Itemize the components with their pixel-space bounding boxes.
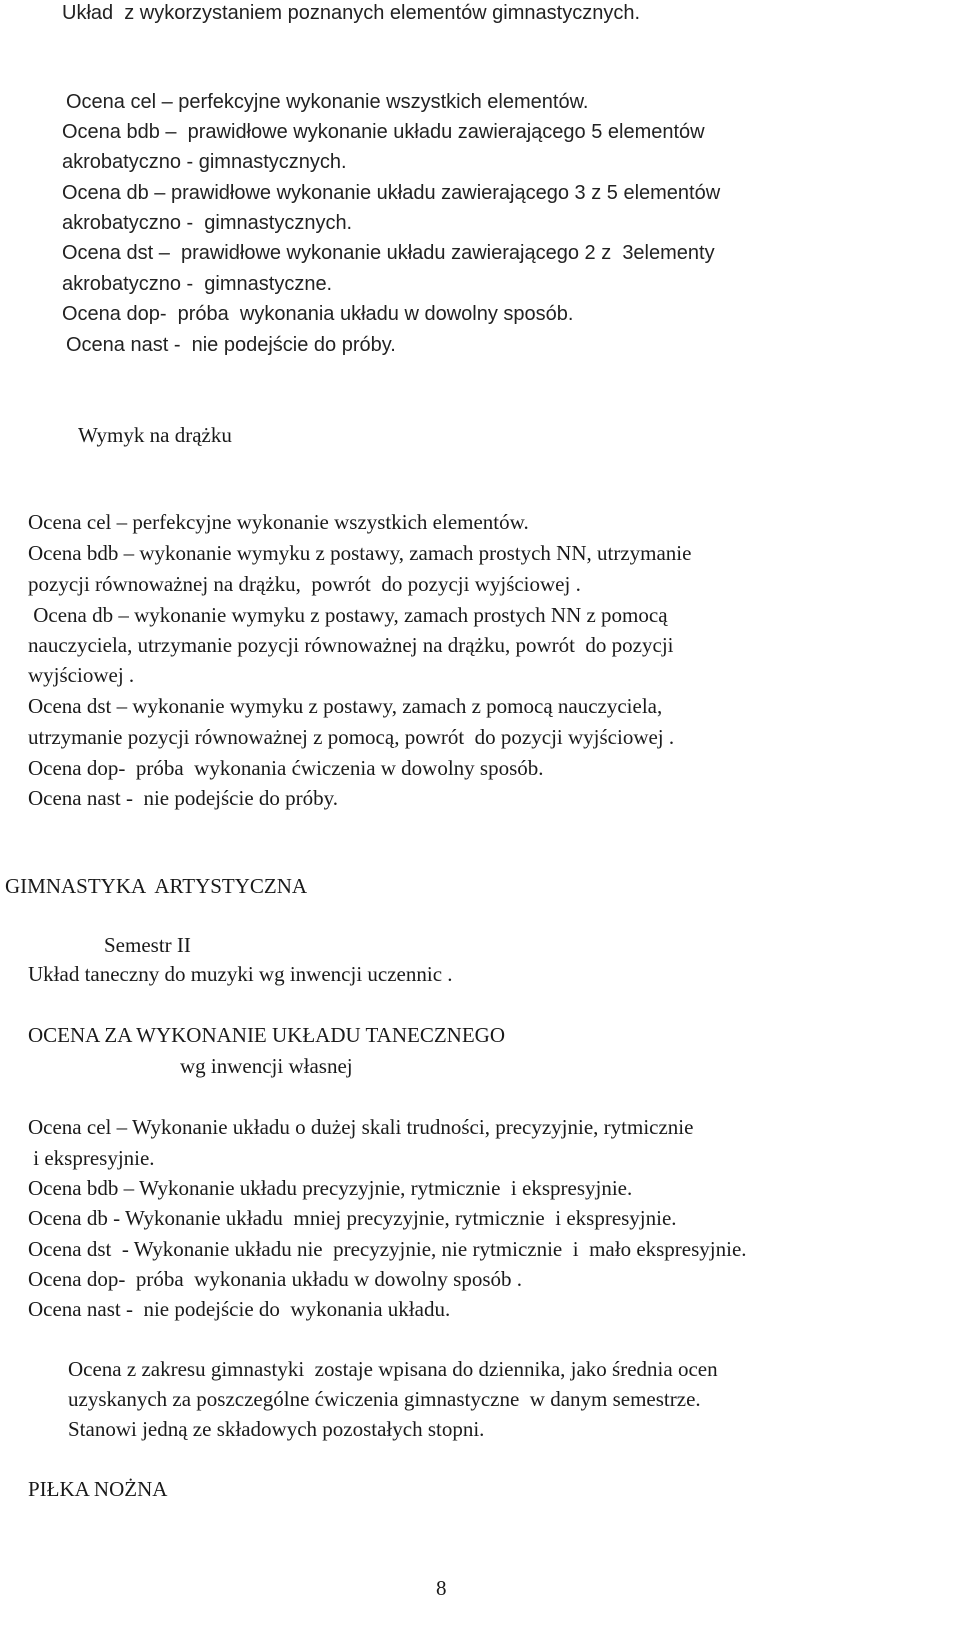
grade-line: Ocena cel – Wykonanie układu o dużej skali trudności, precyzyjnie, rytmicznie [28,1115,694,1139]
grade-line: akrobatyczno - gimnastycznych. [62,151,347,173]
section-title: Wymyk na drążku [78,423,232,447]
grade-line: Ocena dst - Wykonanie układu nie precyzyjnie, nie rytmicznie i mało ekspresyjnie. [28,1237,747,1261]
grade-line: Ocena nast - nie podejście do próby. [66,334,396,356]
section-heading: GIMNASTYKA ARTYSTYCZNA [5,874,308,898]
grade-line: Ocena dop- próba wykonania ćwiczenia w dowolny sposób. [28,756,544,780]
summary-line: Ocena z zakresu gimnastyki zostaje wpisana do dziennika, jako średnia ocen [68,1357,718,1381]
semester-label: Semestr II [104,933,191,957]
grading-title: OCENA ZA WYKONANIE UKŁADU TANECZNEGO [28,1023,506,1047]
grade-line: Ocena dst – prawidłowe wykonanie układu zawierającego 2 z 3elementy [62,242,715,264]
exercise-intro: Układ z wykorzystaniem poznanych elementów gimnastycznych. [62,2,641,24]
grade-line: Ocena cel – perfekcyjne wykonanie wszystkich elementów. [66,91,589,113]
section-heading: PIŁKA NOŻNA [28,1477,168,1501]
grade-line: Ocena dop- próba wykonania układu w dowolny sposób. [62,303,574,325]
grade-line: Ocena db – wykonanie wymyku z postawy, zamach prostych NN z pomocą [28,603,668,627]
grade-line: Ocena db – prawidłowe wykonanie układu zawierającego 3 z 5 elementów [62,182,721,204]
grade-line: Ocena dop- próba wykonania układu w dowolny sposób . [28,1267,522,1291]
summary-line: uzyskanych za poszczególne ćwiczenia gimnastyczne w danym semestrze. [68,1387,701,1411]
grade-line: utrzymanie pozycji równoważnej z pomocą, powrót do pozycji wyjściowej . [28,725,675,749]
grade-line: Ocena db - Wykonanie układu mniej precyzyjnie, rytmicznie i ekspresyjnie. [28,1206,677,1230]
grade-line: nauczyciela, utrzymanie pozycji równoważnej na drążku, powrót do pozycji [28,633,674,657]
page-number: 8 [436,1576,447,1600]
grade-line: Ocena bdb – Wykonanie układu precyzyjnie, rytmicznie i ekspresyjnie. [28,1176,633,1200]
grade-line: Ocena nast - nie podejście do próby. [28,786,339,810]
grade-line: Ocena dst – wykonanie wymyku z postawy, zamach z pomocą nauczyciela, [28,694,663,718]
grade-line: Ocena nast - nie podejście do wykonania układu. [28,1297,451,1321]
grade-line: Ocena bdb – prawidłowe wykonanie układu zawierającego 5 elementów [62,121,705,143]
grade-line: Ocena bdb – wykonanie wymyku z postawy, zamach prostych NN, utrzymanie [28,541,692,565]
grading-subtitle: wg inwencji własnej [180,1054,353,1078]
grade-line: akrobatyczno - gimnastycznych. [62,212,353,234]
grade-line: akrobatyczno - gimnastyczne. [62,273,333,295]
grade-line: Ocena cel – perfekcyjne wykonanie wszystkich elementów. [28,510,529,534]
grade-line: pozycji równoważnej na drążku, powrót do pozycji wyjściowej . [28,572,581,596]
section-subtitle: Układ taneczny do muzyki wg inwencji uczennic . [28,962,453,986]
grade-line: i ekspresyjnie. [28,1146,155,1170]
grade-line: wyjściowej . [28,663,135,687]
summary-line: Stanowi jedną ze składowych pozostałych stopni. [68,1417,485,1441]
